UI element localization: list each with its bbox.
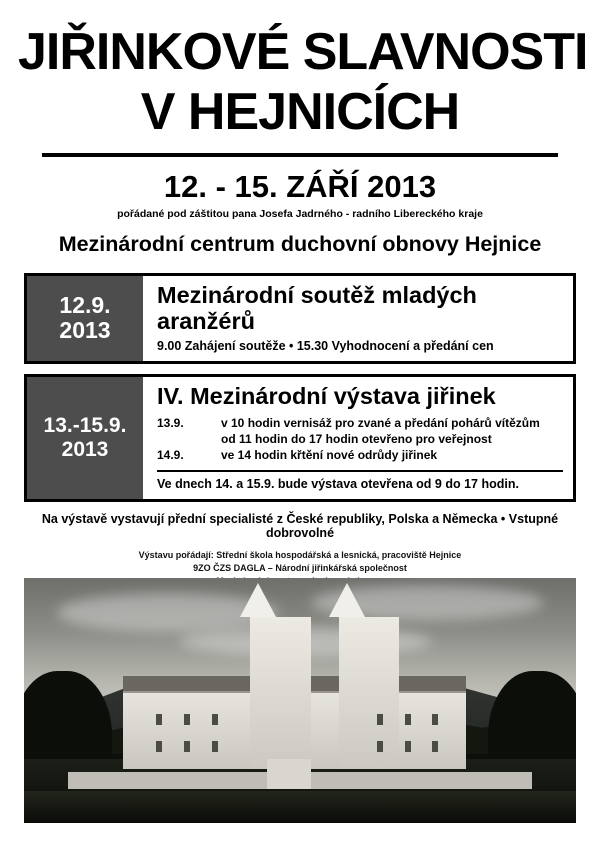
tower-spire-right	[329, 583, 365, 617]
poster-title-line-1: JIŘINKOVÉ SLAVNOSTI	[18, 23, 588, 81]
poster-title-line-2: V HEJNICÍCH	[140, 82, 460, 141]
detail-day: 14.9.	[157, 447, 184, 462]
program-item-subtitle: 9.00 Zahájení soutěže • 15.30 Vyhodnocení a předání cen	[157, 338, 494, 353]
program-item-heading: Mezinárodní soutěž mladých aranžérů	[157, 282, 477, 334]
program-item	[24, 273, 576, 364]
photo-foreground	[24, 791, 576, 823]
program-date-line-1: 13.-15.9.	[43, 414, 127, 438]
program-item-note: Ve dnech 14. a 15.9. bude výstava otevřena od 9 do 17 hodin.	[157, 470, 563, 491]
monastery-photo	[24, 578, 576, 823]
building-window	[432, 714, 438, 725]
program-item-heading: IV. Mezinárodní výstava jiřinek	[157, 382, 496, 409]
building-window	[212, 741, 218, 752]
program-item-date	[27, 377, 143, 499]
program-date-line-2: 2013	[61, 437, 109, 461]
building-window	[405, 714, 411, 725]
building-window	[156, 741, 162, 752]
organizer-line-2: 9ZO ČZS DAGLA – Národní jiřinkářská společnost	[193, 562, 407, 573]
detail-text: v 10 hodin vernisáž pro zvané a předání pohárů vítězům	[221, 415, 540, 430]
patron-note: pořádané pod záštitou pana Josefa Jadrného - radního Libereckého kraje	[117, 208, 483, 221]
program-list	[24, 273, 576, 502]
table-row	[157, 447, 563, 463]
title-divider	[42, 153, 558, 157]
table-row	[157, 431, 563, 447]
building-window	[184, 714, 190, 725]
building-window	[405, 741, 411, 752]
organizer-line-1: Výstavu pořádají: Střední škola hospodářská a lesnická, pracoviště Hejnice	[138, 549, 462, 560]
program-date-line-1: 12.9.	[59, 291, 111, 318]
tower-spire-left	[240, 583, 276, 617]
church-tower-left	[250, 617, 311, 769]
courtyard-gate	[267, 759, 311, 788]
detail-text: ve 14 hodin křtění nové odrůdy jiřinek	[221, 447, 438, 462]
table-row	[157, 415, 563, 431]
exhibitors-note: Na výstavě vystavují přední specialisté z České republiky, Polska a Německa • Vstupné dobrovolné	[41, 511, 559, 540]
detail-text: od 11 hodin do 17 hodin otevřeno pro veřejnost	[221, 431, 492, 446]
church-tower-right	[339, 617, 400, 769]
title-block	[0, 0, 600, 139]
building-window	[212, 714, 218, 725]
building-window	[377, 714, 383, 725]
program-detail-table	[157, 415, 563, 463]
event-date: 12. - 15. ZÁŘÍ 2013	[163, 169, 437, 205]
program-date-line-2: 2013	[59, 317, 111, 344]
detail-day: 13.9.	[157, 415, 184, 430]
venue-name: Mezinárodní centrum duchovní obnovy Hejnice	[58, 232, 542, 257]
program-item-body	[143, 377, 573, 499]
building-window	[184, 741, 190, 752]
building-window	[156, 714, 162, 725]
building-window	[432, 741, 438, 752]
program-item-body	[143, 276, 573, 361]
program-item	[24, 374, 576, 502]
detail-day	[157, 431, 199, 447]
building-window	[377, 741, 383, 752]
program-item-date	[27, 276, 143, 361]
